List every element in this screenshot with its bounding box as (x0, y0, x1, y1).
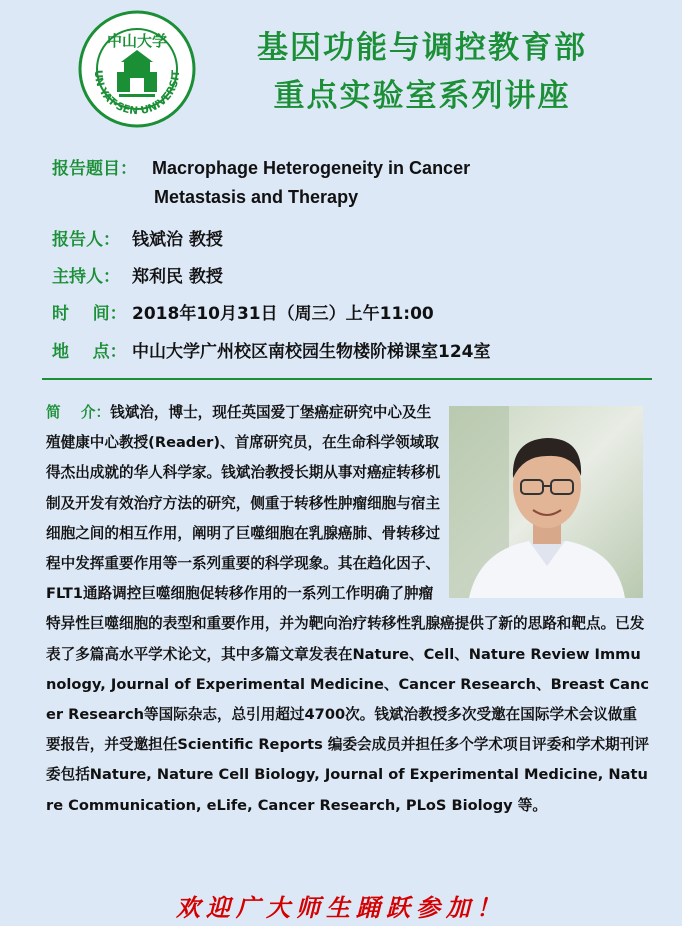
time-label: 时 间： (52, 304, 127, 324)
topic-row (52, 154, 470, 179)
time-row (52, 299, 434, 324)
speaker-photo (449, 406, 643, 598)
topic-label: 报告题目： (52, 159, 137, 179)
speaker-value: 钱斌治 教授 (132, 230, 223, 250)
speaker-label: 报告人： (52, 230, 120, 250)
header-title-line1: 基因功能与调控教育部 (257, 30, 587, 66)
university-logo (78, 10, 196, 128)
header-title-line2: 重点实验室系列讲座 (273, 78, 571, 114)
logo-seal-icon (78, 10, 196, 128)
host-value: 郑利民 教授 (132, 267, 223, 287)
time-value: 2018年10月31日（周三）上午11:00 (132, 304, 434, 324)
place-value: 中山大学广州校区南校园生物楼阶梯课室124室 (132, 342, 491, 362)
host-row (52, 262, 223, 287)
svg-text:SUN YAT-SEN UNIVERSITY: UN YAT-SEN UNIVERSIT (91, 69, 183, 118)
topic-line1: Macrophage Heterogeneity in Cancer (152, 158, 471, 178)
divider (42, 378, 652, 380)
place-row (52, 337, 491, 362)
topic-line2: Metastasis and Therapy (154, 187, 359, 207)
speaker-row (52, 225, 223, 250)
place-label: 地 点： (52, 342, 127, 362)
closing-invitation: 欢迎广大师生踊跃参加！ (176, 893, 506, 922)
svg-text:中山大学: 中山大学 (106, 32, 168, 50)
topic-row-2 (154, 187, 358, 208)
portrait-icon (449, 406, 643, 598)
bio-label: 简 介： (46, 404, 111, 421)
bio-text: 钱斌治，博士，现任英国爱丁堡癌症研究中心及生殖健康中心教授(Reader)、首席研究员，在生命科学领域取得杰出成就的华人科学家。钱斌治教授长期从事对癌症转移机制及开发有效治疗方法的研究，侧重于转移性肿瘤细胞与宿主细胞之间的相互作用，阐明了巨噬细胞在乳腺癌肺、骨转移过程中发挥重要作用等一系列重要的科学现象。其在趋化因子、FLT1通路调控巨噬细胞促转移作用的一系列工作明确了肿瘤特异性巨噬细胞的表型和重要作用，并为靶向治疗转移性乳腺癌提供了新的思路和靶点。已发表了多篇高水平学术论文，其中多篇文章发表在Nature、Cell、Nature Review Immunology, Journal of Experimental Medicine、Cancer Research、Breast Cancer Research等国际杂志，总引用超过4700次。钱斌治教授多次受邀在国际学术会议做重要报告，并受邀担任Scientific Reports 编委会成员并担任多个学术项目评委和学术期刊评委包括Nature, Nature Cell Biology, Journal of Experimental Medicine, Nature Communication, eLife, Cancer Research, PLoS Biology 等。 (46, 404, 650, 814)
host-label: 主持人： (52, 267, 120, 287)
